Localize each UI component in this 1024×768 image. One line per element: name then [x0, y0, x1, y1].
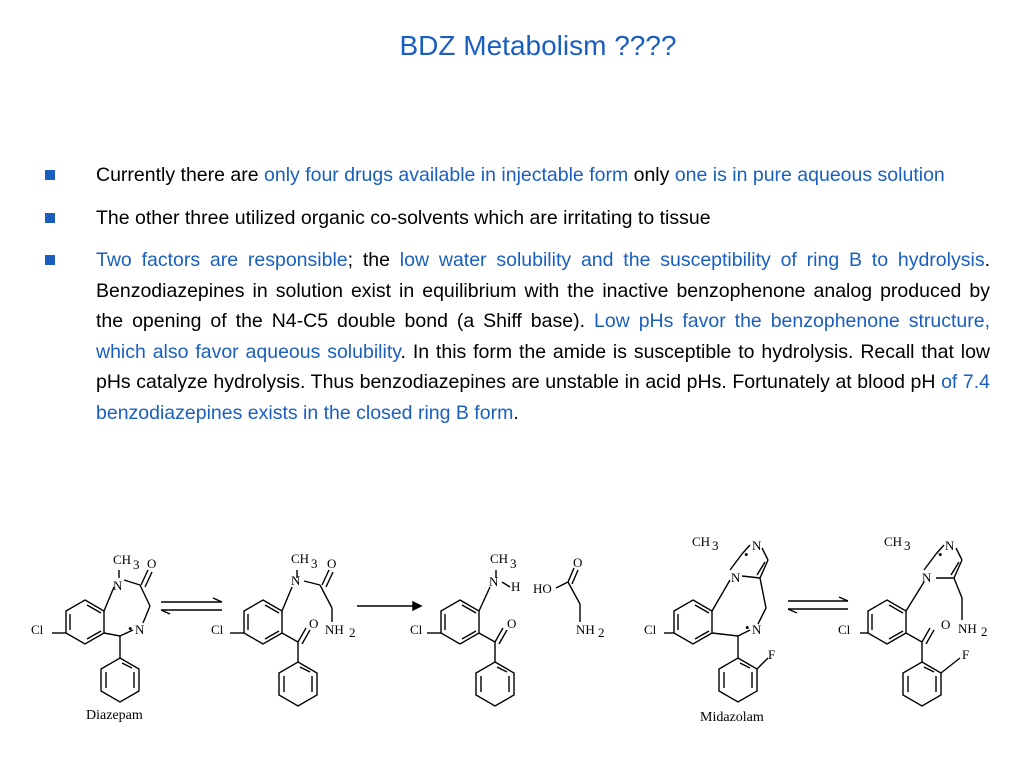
- bullet-square-icon: [45, 255, 55, 265]
- atom-n: N: [945, 538, 955, 553]
- equilibrium-arrow: [161, 598, 222, 614]
- bullet-text: The other three utilized organic co-solvents which are irritating to tissue: [96, 206, 711, 229]
- atom-ch3: CH: [490, 551, 509, 566]
- bullet-list: [40, 160, 990, 440]
- atom-o: O: [327, 556, 337, 571]
- atom-sub3: 3: [133, 557, 140, 572]
- benzophenone-structure: [211, 551, 356, 706]
- atom-f: F: [962, 647, 970, 662]
- atom-ho: HO: [533, 581, 552, 596]
- atom-nh: NH: [576, 622, 595, 637]
- atom-cl: Cl: [31, 622, 44, 637]
- equilibrium-arrow: [788, 597, 848, 613]
- reaction-scheme: [0, 530, 1024, 768]
- bullet-text: Two factors are responsible; the low water solubility and the susceptibility of ring B to hydrolysis. Benzodiazepines in solution exist in equilibrium with the inactive benzophenone analog produced by the opening of the N4-C5 double bond (a Shiff base). Low pHs favor the benzophenone structure, which also favor aqueous solubility. In this form the amide is susceptible to hydrolysis. Recall that low pHs catalyze hydrolysis. Thus benzodiazepines are unstable in acid pHs. Fortunately at blood pH of 7.4 benzodiazepines exists in the closed ring B form.: [96, 249, 991, 424]
- atom-cl: Cl: [644, 622, 657, 637]
- atom-n: N: [752, 538, 762, 553]
- atom-sub3: 3: [510, 556, 517, 571]
- bullet-item: [40, 160, 990, 191]
- atom-ch3: CH: [291, 551, 310, 566]
- atom-h: H: [511, 579, 521, 594]
- atom-f: F: [768, 647, 776, 662]
- atom-sub2: 2: [981, 624, 988, 639]
- atom-n: N: [752, 622, 762, 637]
- atom-n: N: [731, 570, 741, 585]
- atom-o: O: [573, 555, 583, 570]
- atom-cl: Cl: [838, 622, 851, 637]
- atom-nh: NH: [958, 621, 977, 636]
- atom-sub3: 3: [712, 538, 719, 553]
- atom-nh: NH: [325, 622, 344, 637]
- diazepam-label: Diazepam: [86, 708, 143, 723]
- radical-dot: •: [744, 547, 749, 562]
- radical-dot: •: [128, 621, 133, 636]
- atom-sub3: 3: [904, 538, 911, 553]
- atom-o: O: [147, 556, 157, 571]
- atom-n: N: [922, 570, 932, 585]
- atom-n: N: [135, 622, 145, 637]
- bullet-item: [40, 203, 990, 234]
- atom-o: O: [941, 617, 951, 632]
- atom-cl: Cl: [211, 622, 224, 637]
- diazepam-structure: [31, 552, 156, 723]
- atom-sub3: 3: [311, 556, 318, 571]
- midazolam-open-structure: [838, 534, 988, 706]
- bullet-square-icon: [45, 213, 55, 223]
- radical-dot: •: [938, 547, 943, 562]
- atom-cl: Cl: [410, 622, 423, 637]
- reaction-arrow: [357, 602, 421, 610]
- atom-n: N: [113, 578, 123, 593]
- hydrolysis-products: [410, 551, 605, 706]
- midazolam-structure: [644, 534, 775, 725]
- atom-ch3: CH: [884, 534, 903, 549]
- bullet-square-icon: [45, 170, 55, 180]
- slide-title: BDZ Metabolism ????: [399, 30, 677, 61]
- bullet-item: [40, 245, 990, 428]
- radical-dot: •: [745, 620, 750, 635]
- midazolam-label: Midazolam: [700, 710, 764, 725]
- atom-sub2: 2: [598, 625, 605, 640]
- bullet-text: Currently there are only four drugs available in injectable form only one is in pure aqueous solution: [96, 164, 945, 186]
- atom-ch3: CH: [692, 534, 711, 549]
- atom-sub2: 2: [349, 625, 356, 640]
- atom-n: N: [291, 573, 301, 588]
- atom-o: O: [507, 616, 517, 631]
- atom-n: N: [489, 574, 499, 589]
- atom-ch3: CH: [113, 552, 132, 567]
- atom-o: O: [309, 616, 319, 631]
